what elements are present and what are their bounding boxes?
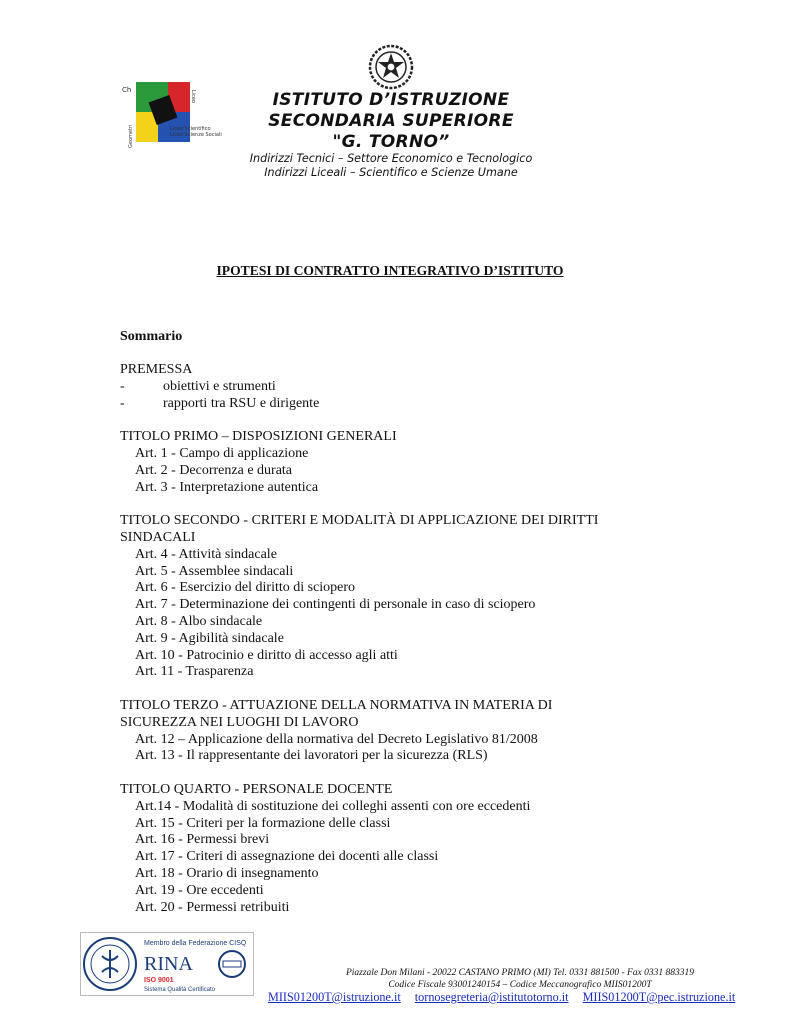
svg-text:Liceo Scienze Sociali: Liceo Scienze Sociali bbox=[170, 132, 222, 138]
institute-subtitle-line: Indirizzi Tecnici – Settore Economico e Tecnologico bbox=[249, 152, 533, 165]
section-title: PREMESSA bbox=[120, 362, 193, 377]
list-dash: - bbox=[120, 395, 125, 411]
toc-section-titolo-secondo bbox=[120, 513, 720, 681]
article-item: Art. 6 - Esercizio del diritto di sciopero bbox=[135, 580, 356, 596]
toc-section-titolo-primo bbox=[120, 429, 720, 496]
footer-address: Piazzale Don Milani - 20022 CASTANO PRIMO (MI) Tel. 0331 881500 - Fax 0331 883319 bbox=[345, 968, 695, 978]
article-item: Art. 20 - Permessi retribuiti bbox=[135, 899, 290, 915]
svg-text:Liceo Scientifico: Liceo Scientifico bbox=[170, 126, 211, 132]
article-item: Art. 13 - Il rappresentante dei lavoratori per la sicurezza (RLS) bbox=[135, 748, 488, 764]
article-item: Art. 1 - Campo di applicazione bbox=[135, 445, 309, 461]
section-title: TITOLO PRIMO – DISPOSIZIONI GENERALI bbox=[120, 429, 397, 445]
article-item: Art. 12 – Applicazione della normativa del Decreto Legislativo 81/2008 bbox=[135, 731, 538, 747]
email-link-segreteria[interactable]: tornosegreteria@istitutotorno.it bbox=[414, 990, 569, 1004]
footer-info bbox=[300, 967, 740, 991]
article-item: Art. 5 - Assemblee sindacali bbox=[135, 563, 294, 579]
institute-name-line: "G. TORNO” bbox=[332, 132, 450, 152]
rina-federation-text: Membro della Federazione CISQ bbox=[144, 940, 247, 947]
list-item bbox=[120, 379, 720, 396]
article-item: Art. 8 - Albo sindacale bbox=[135, 613, 263, 629]
section-title: TITOLO QUARTO - PERSONALE DOCENTE bbox=[120, 781, 393, 797]
puzzle-logo-icon bbox=[118, 62, 222, 162]
institute-name-line: SECONDARIA SUPERIORE bbox=[268, 111, 514, 131]
article-item: Art.14 - Modalità di sostituzione dei colleghi assenti con ore eccedenti bbox=[135, 798, 531, 814]
article-item: Art. 10 - Patrocinio e diritto di accesso agli atti bbox=[135, 647, 398, 663]
svg-text:Geometri: Geometri bbox=[128, 124, 134, 148]
institute-name-line: ISTITUTO D’ISTRUZIONE bbox=[272, 90, 510, 110]
rina-certification-badge bbox=[80, 932, 254, 996]
rina-standard-text: ISO 9001 bbox=[144, 977, 174, 984]
svg-text:Liceo: Liceo bbox=[190, 90, 196, 104]
email-link-istruzione[interactable]: MIIS01200T@istruzione.it bbox=[268, 990, 401, 1004]
cisq-logo-icon bbox=[219, 951, 245, 977]
list-item bbox=[120, 396, 720, 413]
footer-codes: Codice Fiscale 93001240154 – Codice Meccanografico MIIS01200T bbox=[388, 980, 652, 990]
article-item: Art. 16 - Permessi brevi bbox=[135, 832, 270, 848]
institute-name bbox=[226, 90, 556, 153]
list-item-text: rapporti tra RSU e dirigente bbox=[163, 395, 320, 411]
article-item: Art. 18 - Orario di insegnamento bbox=[135, 865, 319, 881]
institute-subtitle bbox=[206, 152, 576, 180]
article-item: Art. 17 - Criteri di assegnazione dei docenti alle classi bbox=[135, 849, 439, 865]
rina-system-text: Sistema Qualità Certificato bbox=[144, 987, 216, 993]
article-item: Art. 11 - Trasparenza bbox=[135, 664, 254, 680]
toc-section-titolo-terzo bbox=[120, 698, 720, 765]
list-item-text: obiettivi e strumenti bbox=[163, 378, 276, 394]
section-title: SICUREZZA NEI LUOGHI DI LAVORO bbox=[120, 714, 359, 730]
article-item: Art. 19 - Ore eccedenti bbox=[135, 882, 264, 898]
section-title: TITOLO SECONDO - CRITERI E MODALITÀ DI APPLICAZIONE DEI DIRITTI bbox=[120, 513, 599, 529]
rina-seal-icon bbox=[84, 938, 136, 990]
article-item: Art. 4 - Attività sindacale bbox=[135, 546, 277, 562]
summary-heading: Sommario bbox=[120, 329, 183, 344]
toc-section-titolo-quarto bbox=[120, 782, 720, 916]
institute-subtitle-line: Indirizzi Liceali – Scientifico e Scienze Umane bbox=[264, 166, 518, 179]
section-title: TITOLO TERZO - ATTUAZIONE DELLA NORMATIVA IN MATERIA DI bbox=[120, 697, 553, 713]
list-dash: - bbox=[120, 378, 125, 394]
article-item: Art. 3 - Interpretazione autentica bbox=[135, 479, 319, 495]
table-of-contents bbox=[120, 362, 720, 933]
article-item: Art. 7 - Determinazione dei contingenti di personale in caso di sciopero bbox=[135, 597, 536, 613]
italian-republic-emblem-icon bbox=[368, 44, 414, 90]
article-item: Art. 15 - Criteri per la formazione delle classi bbox=[135, 815, 391, 831]
section-title: SINDACALI bbox=[120, 529, 196, 545]
article-item: Art. 2 - Decorrenza e durata bbox=[135, 462, 293, 478]
rina-brand-text: RINA bbox=[144, 953, 193, 975]
footer-links bbox=[268, 990, 738, 1005]
toc-section-premessa bbox=[120, 362, 720, 412]
article-item: Art. 9 - Agibilità sindacale bbox=[135, 630, 284, 646]
email-link-pec[interactable]: MIIS01200T@pec.istruzione.it bbox=[582, 990, 736, 1004]
document-title: IPOTESI DI CONTRATTO INTEGRATIVO D’ISTITUTO bbox=[216, 263, 564, 278]
svg-text:Ch: Ch bbox=[122, 86, 132, 94]
